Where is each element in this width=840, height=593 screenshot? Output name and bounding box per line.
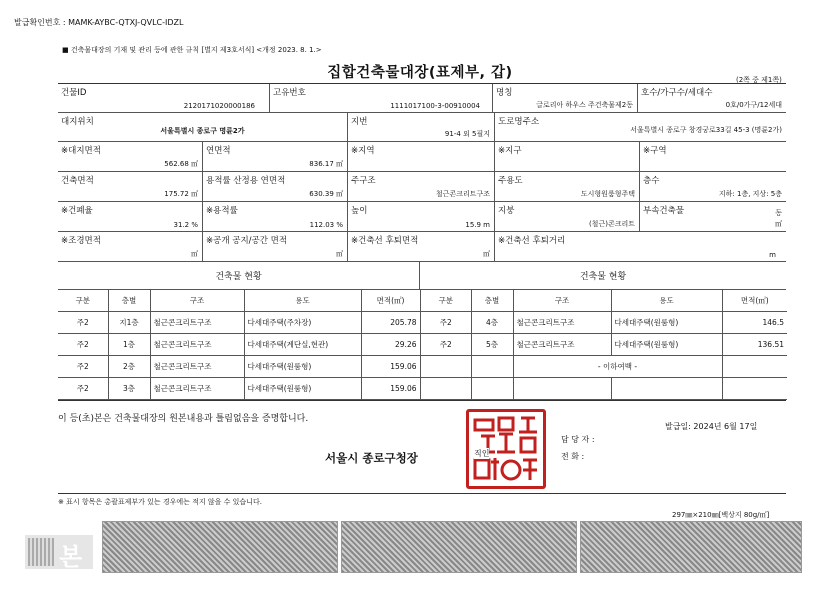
lot-cell: [348, 113, 495, 141]
bcr-label: ※건폐율: [61, 206, 93, 216]
site-label: 대지위치: [61, 117, 94, 127]
zone-label: ※지역: [351, 146, 375, 156]
site-value: 서울특별시 종로구 명륜2가: [160, 127, 245, 135]
col-floor: 층별: [108, 290, 150, 312]
security-strip-1: [102, 521, 338, 573]
table-row: [58, 334, 420, 356]
open-space-unit: ㎡: [336, 250, 343, 258]
bcr-cell: [58, 202, 203, 231]
col-division: 구분: [58, 290, 108, 312]
empty-cell: [722, 378, 787, 400]
floors-value: 지하: 1층, 지상: 5층: [718, 190, 782, 198]
col-area: 면적(㎡): [361, 290, 420, 312]
sector-label: ※구역: [643, 146, 667, 156]
setback-distance-unit: m: [769, 251, 776, 259]
empty-cell: [722, 356, 787, 378]
row-use: 다세대주택(원룸형): [244, 378, 361, 400]
units-value: 0호/0가구/12세대: [725, 101, 782, 109]
lot-value: 91-4 외 5필지: [444, 130, 490, 138]
empty-cell: [421, 378, 471, 400]
issuer-name: 서울시 종로구청장: [325, 451, 418, 465]
row-structure: 철근콘크리트구조: [150, 378, 244, 400]
road-address-value: 서울특별시 종로구 창경궁로33길 45-3 (명륜2가): [630, 126, 782, 134]
name-label: 명칭: [496, 88, 513, 98]
paper-spec: 297㎜×210㎜[백상지 80g/㎡]: [672, 511, 770, 519]
col-area: 면적(㎡): [722, 290, 787, 312]
structure-label: 주구조: [351, 176, 376, 186]
row-use: 다세대주택(주차장): [244, 312, 361, 334]
building-id-value: 2120171020000186: [183, 102, 255, 110]
district-cell: [495, 142, 640, 171]
height-cell: [348, 202, 495, 231]
landscape-unit: ㎡: [191, 250, 198, 258]
building-area-value: 175.72 ㎡: [164, 190, 198, 198]
far-label: ※용적률: [206, 206, 238, 216]
row-floor: 5층: [471, 334, 513, 356]
row-structure: 철근콘크리트구조: [150, 334, 244, 356]
table-row: [58, 312, 420, 334]
setback-area-label: ※건축선 후퇴면적: [351, 236, 419, 246]
unique-no-value: 1111017100-3-00910004: [390, 102, 480, 110]
issue-number: 발급확인번호 : MAMK-AYBC-QTXJ-QVLC-IDZL: [14, 18, 184, 27]
col-structure: 구조: [150, 290, 244, 312]
table-row: [421, 312, 787, 334]
row-use: 다세대주택(원룸형): [611, 334, 722, 356]
col-use: 용도: [611, 290, 722, 312]
land-area-label: ※대지면적: [61, 146, 101, 156]
phone-label: 전 화 :: [561, 452, 585, 461]
main-use-value: 도시형원룸형주택: [580, 190, 635, 198]
watermark-pattern-icon: [28, 538, 54, 566]
row-structure: 철근콘크리트구조: [150, 356, 244, 378]
landscape-cell: [58, 232, 203, 261]
status-title-right: 건축물 현황: [579, 272, 627, 282]
landscape-label: ※조경면적: [61, 236, 101, 246]
footnote: ※ 표시 항목은 총괄표제부가 있는 경우에는 적지 않을 수 있습니다.: [58, 498, 262, 506]
building-id-label: 건물ID: [61, 88, 87, 98]
floor-area-cell: [203, 142, 348, 171]
row-structure: 철근콘크리트구조: [513, 334, 611, 356]
empty-cell: [471, 378, 513, 400]
status-title-left: 건축물 현황: [58, 262, 420, 289]
status-table-right: [421, 290, 787, 400]
row-floor: 2층: [108, 356, 150, 378]
row-area: 159.06: [361, 356, 420, 378]
regulation-note: ■ 건축물대장의 기재 및 관리 등에 관한 규칙 [별지 제3호서식] <개정 2023. 8. 1.>: [62, 46, 322, 54]
blank-note: - 이하여백 -: [513, 356, 722, 378]
height-label: 높이: [351, 206, 368, 216]
table-header-row: [58, 290, 420, 312]
row-area: 146.5: [722, 312, 787, 334]
main-use-label: 주용도: [498, 176, 523, 186]
unique-no-label: 고유번호: [273, 88, 306, 98]
name-cell: [493, 84, 638, 112]
building-area-cell: [58, 172, 203, 201]
structure-cell: [348, 172, 495, 201]
issue-date: 발급일: 2024년 6월 17일: [665, 422, 758, 431]
open-space-cell: [203, 232, 348, 261]
table-header-row: [421, 290, 787, 312]
security-strip-2: [341, 521, 577, 573]
table-row: [58, 378, 420, 400]
row-use: 다세대주택(계단실,현관): [244, 334, 361, 356]
row-division: 주2: [58, 312, 108, 334]
table-row: [58, 356, 420, 378]
row-floor: 4층: [471, 312, 513, 334]
register-table: [58, 83, 786, 401]
site-cell: [58, 113, 348, 141]
page-info: (2쪽 중 제1쪽): [736, 76, 782, 84]
status-table-left: [58, 290, 421, 400]
col-division: 구분: [421, 290, 471, 312]
empty-cell: [611, 378, 722, 400]
bcr-value: 31.2 %: [173, 221, 198, 229]
empty-cell: [421, 356, 471, 378]
name-value: 글로리아 하우스 주건축물제2동: [536, 101, 633, 109]
row-floor: 1층: [108, 334, 150, 356]
row-area: 159.06: [361, 378, 420, 400]
far-area-cell: [203, 172, 348, 201]
roof-value: (철근)콘크리트: [588, 220, 635, 228]
far-cell: [203, 202, 348, 231]
row-division: 주2: [421, 312, 471, 334]
row-use: 다세대주택(원룸형): [611, 312, 722, 334]
annex-count-unit: 동: [775, 209, 782, 217]
watermark-text: 본: [59, 543, 83, 571]
unique-no-cell: [270, 84, 493, 112]
floor-area-label: 연면적: [206, 146, 231, 156]
table-row: [421, 356, 787, 378]
security-strip-3: [580, 521, 802, 573]
row-floor: 지1층: [108, 312, 150, 334]
far-area-label: 용적률 산정용 연면적: [206, 176, 286, 186]
roof-cell: [495, 202, 640, 231]
row-structure: 철근콘크리트구조: [150, 312, 244, 334]
watermark-box: [25, 535, 93, 569]
row-floor: 3층: [108, 378, 150, 400]
row-division: 주2: [421, 334, 471, 356]
document-title: 집합건축물대장(표제부, 갑): [327, 65, 513, 81]
floors-cell: [640, 172, 786, 201]
building-area-label: 건축면적: [61, 176, 94, 186]
row-division: 주2: [58, 378, 108, 400]
col-structure: 구조: [513, 290, 611, 312]
annex-cell: [640, 202, 786, 231]
zone-cell: [348, 142, 495, 171]
land-area-value: 562.68 ㎡: [164, 160, 198, 168]
far-value: 112.03 %: [309, 221, 343, 229]
road-address-cell: [495, 113, 786, 141]
status-tables: [58, 290, 786, 400]
setback-distance-cell: [495, 232, 786, 261]
district-label: ※지구: [498, 146, 522, 156]
setback-distance-label: ※건축선 후퇴거리: [498, 236, 566, 246]
row-structure: 철근콘크리트구조: [513, 312, 611, 334]
row-use: 다세대주택(원룸형): [244, 356, 361, 378]
empty-cell: [471, 356, 513, 378]
annex-area-unit: ㎡: [775, 220, 782, 228]
setback-area-unit: ㎡: [483, 250, 490, 258]
land-area-cell: [58, 142, 203, 171]
units-label: 호수/가구수/세대수: [641, 88, 713, 98]
far-area-value: 630.39 ㎡: [309, 190, 343, 198]
footer-divider: [58, 493, 786, 494]
sector-cell: [640, 142, 786, 171]
setback-area-cell: [348, 232, 495, 261]
empty-cell: [513, 378, 611, 400]
structure-value: 철근콘크리트구조: [435, 190, 490, 198]
col-use: 용도: [244, 290, 361, 312]
road-address-label: 도로명주소: [498, 117, 540, 127]
table-row: [421, 334, 787, 356]
lot-label: 지번: [351, 117, 368, 127]
open-space-label: ※공개 공지/공간 면적: [206, 236, 288, 246]
roof-label: 지붕: [498, 206, 515, 216]
certification-text: 이 등(초)본은 건축물대장의 원본내용과 틀림없음을 증명합니다.: [58, 414, 309, 424]
building-id-cell: [58, 84, 270, 112]
main-use-cell: [495, 172, 640, 201]
row-area: 29.26: [361, 334, 420, 356]
floor-area-value: 836.17 ㎡: [309, 160, 343, 168]
row-area: 205.78: [361, 312, 420, 334]
row-division: 주2: [58, 334, 108, 356]
floors-label: 층수: [643, 176, 660, 186]
seal-label: 직인: [474, 449, 490, 458]
units-cell: [638, 84, 786, 112]
height-value: 15.9 m: [465, 221, 490, 229]
col-floor: 층별: [471, 290, 513, 312]
annex-label: 부속건축물: [643, 206, 685, 216]
row-area: 136.51: [722, 334, 787, 356]
row-division: 주2: [58, 356, 108, 378]
table-row: [421, 378, 787, 400]
person-in-charge-label: 담 당 자 :: [561, 435, 595, 444]
